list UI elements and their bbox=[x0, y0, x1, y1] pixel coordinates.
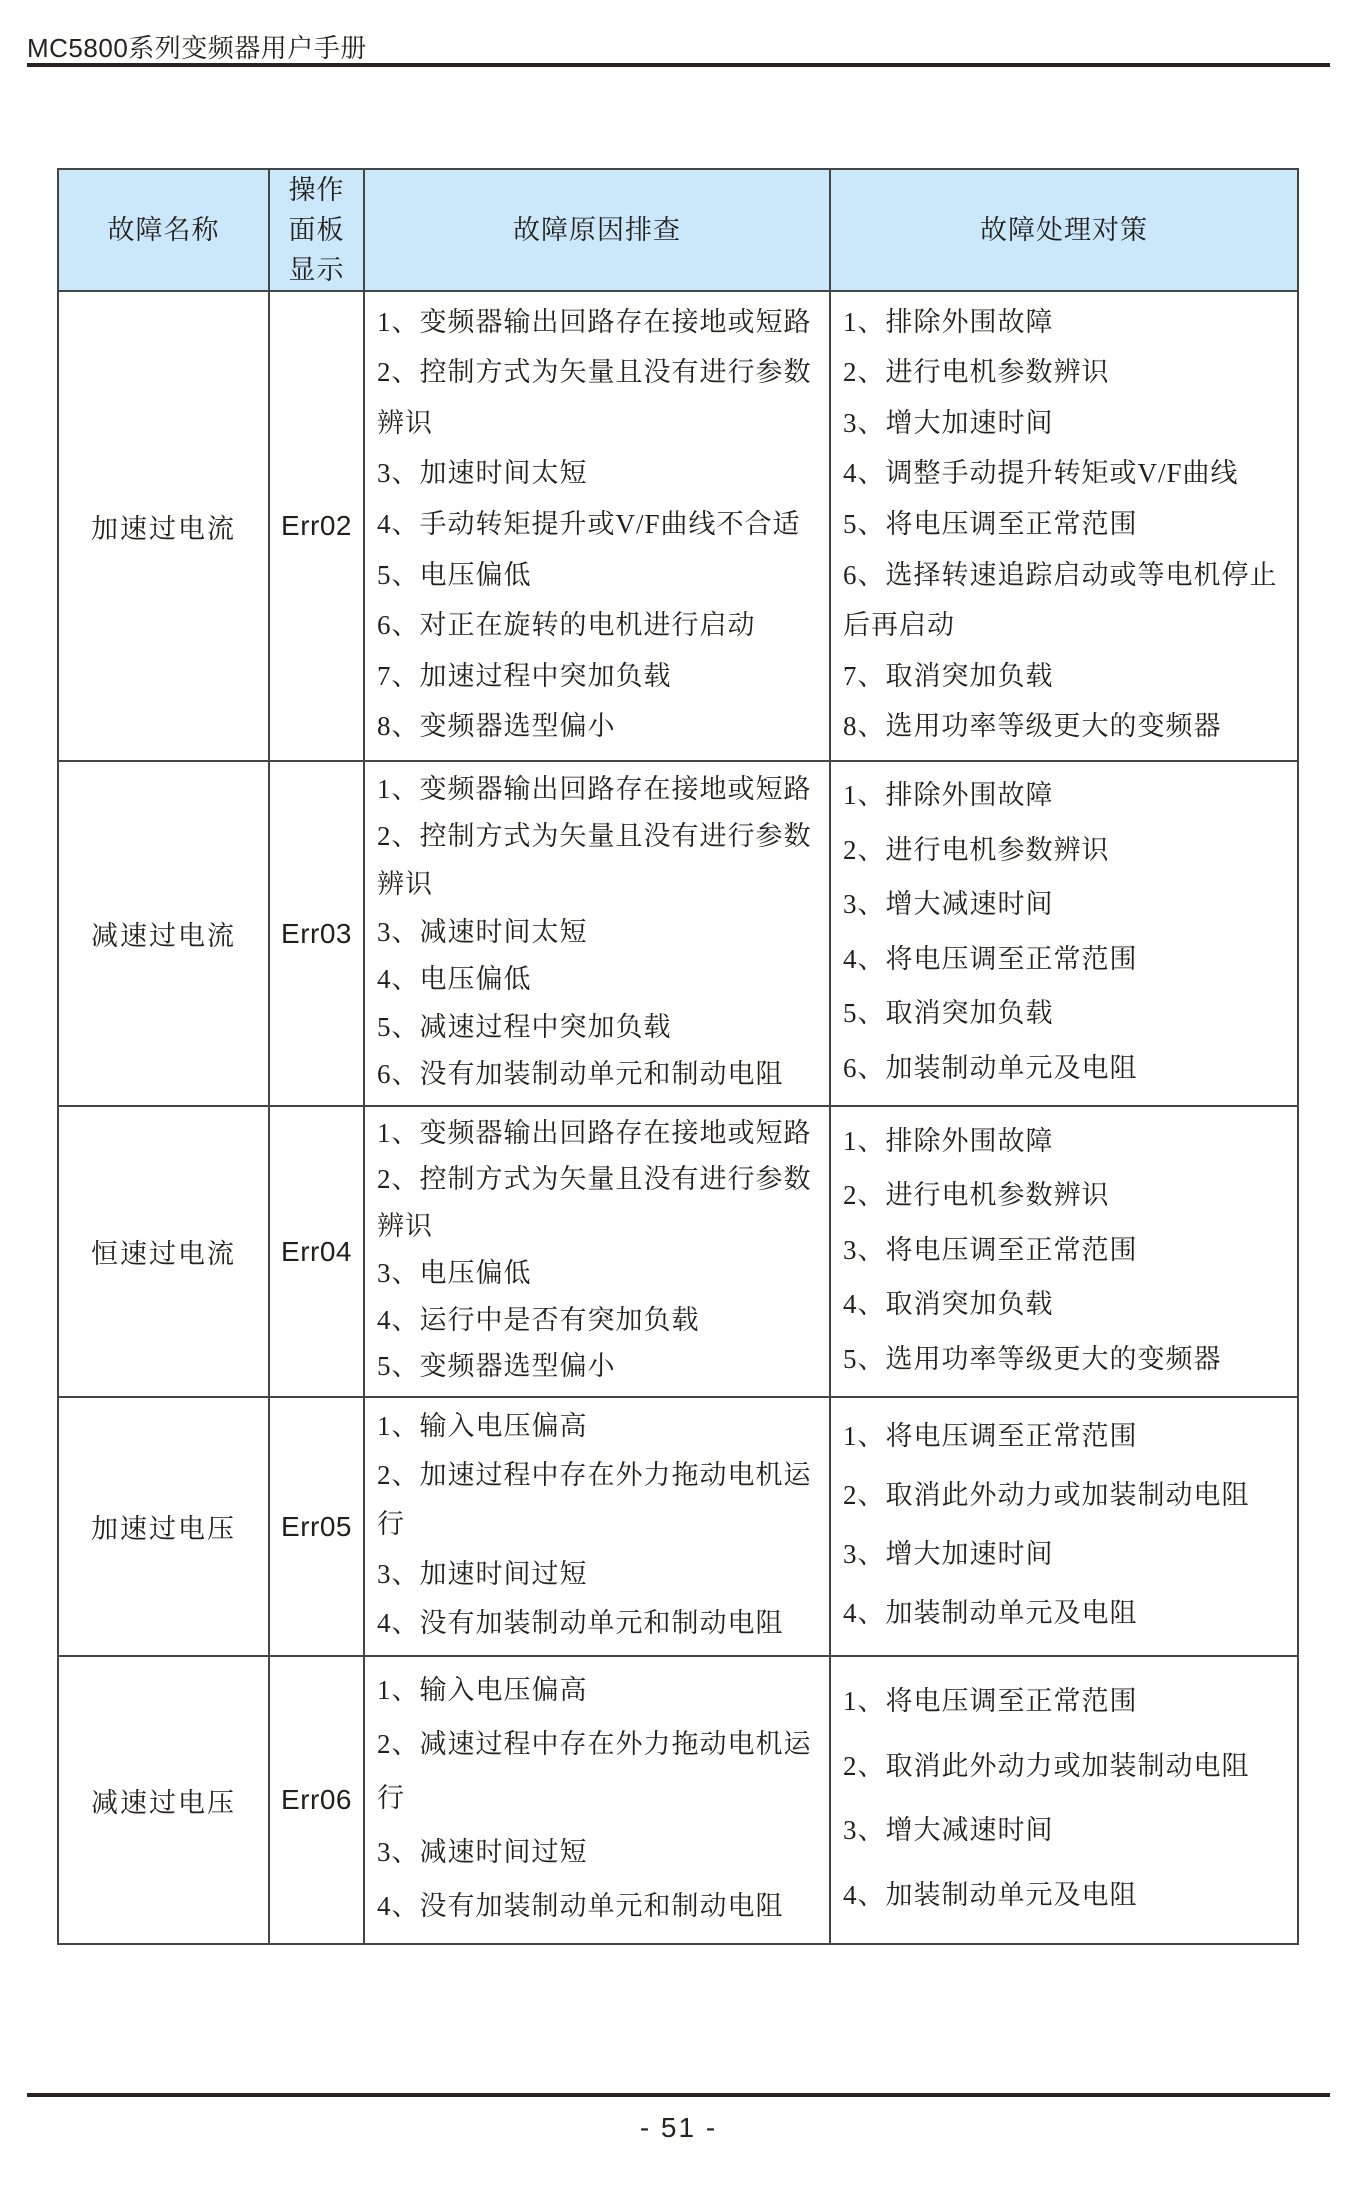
cause-line: 7、加速过程中突加负载 bbox=[377, 660, 672, 691]
remedy-line: 4、加装制动单元及电阻 bbox=[843, 1598, 1138, 1628]
cause-line: 5、电压偏低 bbox=[377, 559, 532, 590]
fault-row bbox=[58, 1397, 1298, 1656]
fault-cause-cell-lines bbox=[365, 762, 829, 1101]
panel-display-cell: Err05 bbox=[269, 1397, 364, 1656]
fault-name-cell: 加速过电压 bbox=[58, 1397, 269, 1656]
fault-row bbox=[58, 1106, 1298, 1397]
fault-remedy-cell-lines bbox=[831, 1398, 1297, 1651]
panel-display-cell: Err04 bbox=[269, 1106, 364, 1397]
fault-cause-cell bbox=[364, 761, 830, 1106]
fault-remedy-cell-lines bbox=[831, 1107, 1297, 1392]
fault-name-cell: 恒速过电流 bbox=[58, 1106, 269, 1397]
remedy-line: 2、进行电机参数辨识 bbox=[843, 1180, 1110, 1210]
cause-line: 4、运行中是否有突加负载 bbox=[377, 1304, 700, 1335]
cause-line: 2、控制方式为矢量且没有进行参数 bbox=[377, 821, 812, 852]
fault-cause-cell bbox=[364, 1106, 830, 1397]
column-header-label: 故障原因排查 bbox=[513, 215, 681, 245]
fault-cause-cell bbox=[364, 291, 830, 761]
header-row bbox=[58, 169, 1298, 291]
cause-line: 3、加速时间过短 bbox=[377, 1558, 588, 1589]
remedy-line: 3、增大加速时间 bbox=[843, 407, 1054, 438]
column-header-fault-remedy bbox=[830, 169, 1298, 291]
panel-display-cell: Err02 bbox=[269, 291, 364, 761]
fault-name-cell: 减速过电流 bbox=[58, 761, 269, 1106]
remedy-line: 5、选用功率等级更大的变频器 bbox=[843, 1343, 1222, 1374]
cause-line: 5、减速过程中突加负载 bbox=[377, 1011, 672, 1042]
fault-remedy-cell bbox=[830, 291, 1298, 761]
fault-row bbox=[58, 761, 1298, 1106]
cause-line: 6、没有加装制动单元和制动电阻 bbox=[377, 1059, 784, 1090]
remedy-line: 4、将电压调至正常范围 bbox=[843, 943, 1138, 974]
column-header-label: 操作面板显示 bbox=[288, 175, 345, 285]
remedy-line: 4、取消突加负载 bbox=[843, 1289, 1054, 1319]
remedy-line: 2、进行电机参数辨识 bbox=[843, 357, 1110, 388]
remedy-line: 1、将电压调至正常范围 bbox=[843, 1685, 1138, 1716]
remedy-line: 4、调整手动提升转矩或V/F曲线 bbox=[843, 458, 1239, 489]
cause-line: 6、对正在旋转的电机进行启动 bbox=[377, 610, 756, 641]
cause-line: 1、输入电压偏高 bbox=[377, 1411, 588, 1442]
fault-cause-cell-lines bbox=[365, 292, 829, 756]
cause-line: 2、控制方式为矢量且没有进行参数 bbox=[377, 357, 812, 388]
footer-rule bbox=[27, 2093, 1330, 2097]
cause-line: 行 bbox=[377, 1509, 405, 1540]
cause-line: 行 bbox=[377, 1783, 405, 1813]
cause-line: 4、没有加装制动单元和制动电阻 bbox=[377, 1891, 784, 1921]
fault-remedy-cell bbox=[830, 1397, 1298, 1656]
cause-line: 5、变频器选型偏小 bbox=[377, 1351, 616, 1382]
column-header-panel-display bbox=[269, 169, 364, 291]
fault-table-header bbox=[58, 169, 1298, 291]
remedy-line: 7、取消突加负载 bbox=[843, 660, 1054, 691]
cause-line: 3、减速时间过短 bbox=[377, 1837, 588, 1867]
cause-line: 2、减速过程中存在外力拖动电机运 bbox=[377, 1729, 812, 1759]
cause-line: 4、手动转矩提升或V/F曲线不合适 bbox=[377, 508, 801, 539]
cause-line: 3、加速时间太短 bbox=[377, 458, 588, 489]
fault-cause-cell-lines bbox=[365, 1657, 829, 1939]
fault-remedy-cell-lines bbox=[831, 292, 1297, 756]
fault-name-cell: 加速过电流 bbox=[58, 291, 269, 761]
column-header-fault-cause bbox=[364, 169, 830, 291]
fault-remedy-cell bbox=[830, 1106, 1298, 1397]
remedy-line: 5、将电压调至正常范围 bbox=[843, 508, 1138, 539]
column-header-label: 故障名称 bbox=[107, 215, 220, 245]
column-header-fault-name bbox=[58, 169, 269, 291]
remedy-line: 3、增大减速时间 bbox=[843, 1815, 1054, 1846]
fault-row bbox=[58, 291, 1298, 761]
remedy-line: 3、增大减速时间 bbox=[843, 889, 1054, 920]
fault-cause-cell bbox=[364, 1656, 830, 1944]
cause-line: 2、加速过程中存在外力拖动电机运 bbox=[377, 1460, 812, 1491]
cause-line: 8、变频器选型偏小 bbox=[377, 711, 616, 742]
remedy-line: 6、加装制动单元及电阻 bbox=[843, 1052, 1138, 1083]
panel-display-cell: Err06 bbox=[269, 1656, 364, 1944]
fault-remedy-cell bbox=[830, 1656, 1298, 1944]
column-header-label: 故障处理对策 bbox=[980, 215, 1148, 245]
cause-line: 4、电压偏低 bbox=[377, 964, 532, 995]
remedy-line: 2、取消此外动力或加装制动电阻 bbox=[843, 1750, 1250, 1781]
fault-cause-cell-lines bbox=[365, 1398, 829, 1651]
remedy-line: 3、增大加速时间 bbox=[843, 1539, 1054, 1569]
cause-line: 辨识 bbox=[377, 868, 433, 899]
cause-line: 1、变频器输出回路存在接地或短路 bbox=[377, 1117, 812, 1148]
fault-remedy-cell-lines bbox=[831, 1657, 1297, 1939]
fault-remedy-cell-lines bbox=[831, 762, 1297, 1101]
remedy-line: 6、选择转速追踪启动或等电机停止 bbox=[843, 559, 1278, 590]
cause-line: 3、减速时间太短 bbox=[377, 916, 588, 947]
cause-line: 1、变频器输出回路存在接地或短路 bbox=[377, 773, 812, 804]
fault-table bbox=[57, 168, 1299, 1945]
remedy-line: 3、将电压调至正常范围 bbox=[843, 1234, 1138, 1265]
cause-line: 1、输入电压偏高 bbox=[377, 1675, 588, 1705]
remedy-line: 8、选用功率等级更大的变频器 bbox=[843, 711, 1222, 742]
fault-table-body bbox=[58, 291, 1298, 1944]
panel-display-cell: Err03 bbox=[269, 761, 364, 1106]
cause-line: 辨识 bbox=[377, 1211, 433, 1242]
remedy-line: 2、进行电机参数辨识 bbox=[843, 834, 1110, 865]
remedy-line: 1、排除外围故障 bbox=[843, 306, 1054, 337]
remedy-line: 后再启动 bbox=[843, 610, 955, 641]
fault-name-cell: 减速过电压 bbox=[58, 1656, 269, 1944]
cause-line: 2、控制方式为矢量且没有进行参数 bbox=[377, 1164, 812, 1195]
cause-line: 4、没有加装制动单元和制动电阻 bbox=[377, 1607, 784, 1638]
fault-remedy-cell bbox=[830, 761, 1298, 1106]
cause-line: 3、电压偏低 bbox=[377, 1257, 532, 1288]
remedy-line: 1、将电压调至正常范围 bbox=[843, 1421, 1138, 1451]
remedy-line: 1、排除外围故障 bbox=[843, 1125, 1054, 1156]
fault-cause-cell-lines bbox=[365, 1107, 829, 1392]
remedy-line: 4、加装制动单元及电阻 bbox=[843, 1880, 1138, 1911]
fault-cause-cell bbox=[364, 1397, 830, 1656]
remedy-line: 5、取消突加负载 bbox=[843, 998, 1054, 1029]
page-number: - 51 - bbox=[639, 2112, 718, 2143]
header-rule bbox=[27, 63, 1330, 67]
fault-row bbox=[58, 1656, 1298, 1944]
page-title: MC5800系列变频器用户手册 bbox=[27, 33, 367, 63]
cause-line: 1、变频器输出回路存在接地或短路 bbox=[377, 306, 812, 337]
cause-line: 辨识 bbox=[377, 407, 433, 438]
remedy-line: 2、取消此外动力或加装制动电阻 bbox=[843, 1480, 1250, 1510]
remedy-line: 1、排除外围故障 bbox=[843, 780, 1054, 811]
